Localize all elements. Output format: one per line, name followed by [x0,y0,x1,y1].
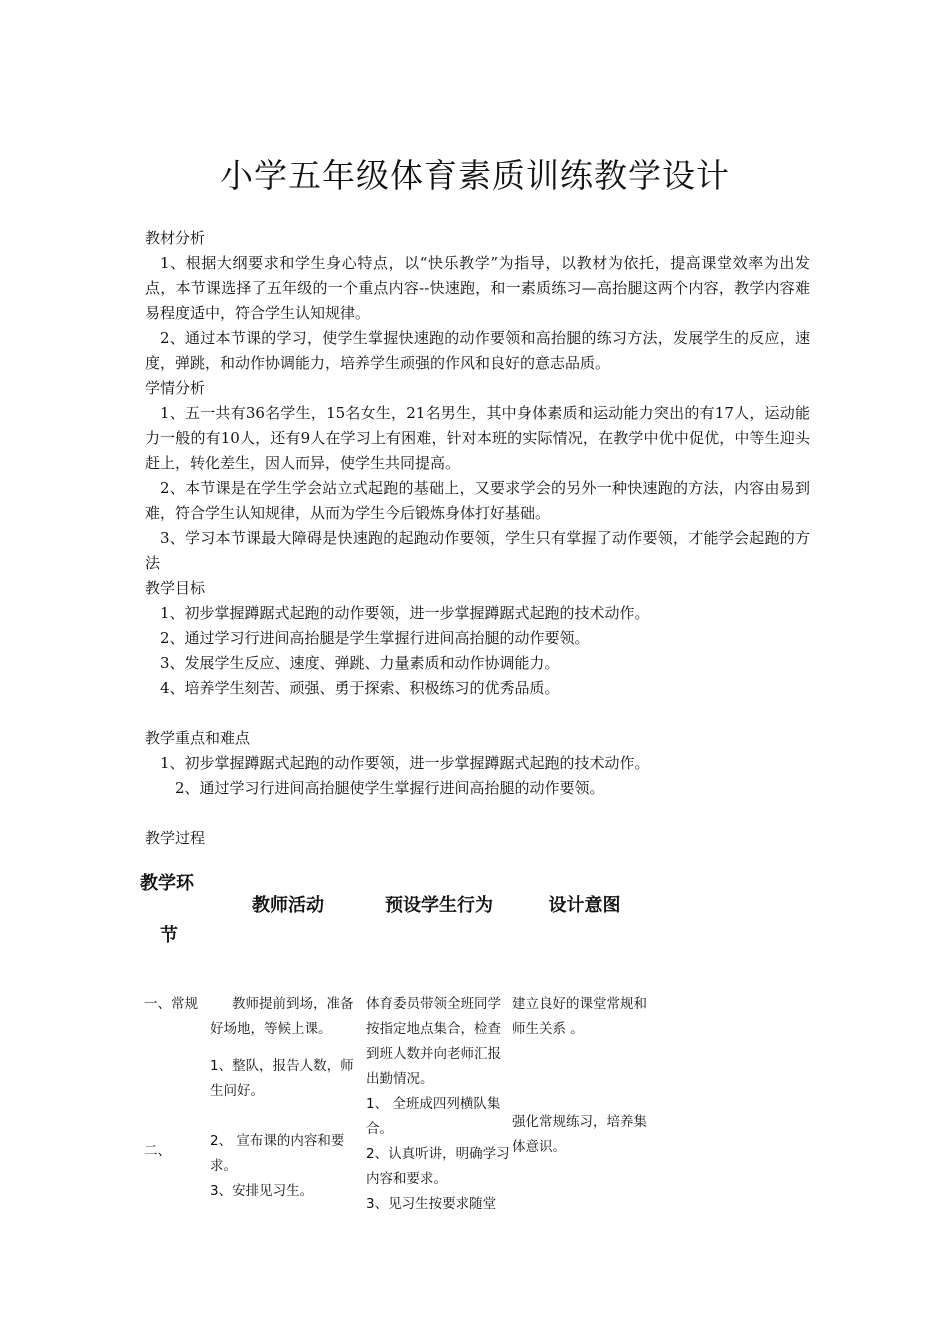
students-item-3: 3、学习本节课最大障碍是快速跑的起跑动作要领，学生只有掌握了动作要领，才能学会起跑的方法 [145,529,810,572]
header-intent: 设计意图 [548,895,621,916]
goals-item-2: 2、通过学习行进间高抬腿是学生掌握行进间高抬腿的动作要领。 [160,629,590,647]
material-item-1: 1、根据大纲要求和学生身心特点，以“快乐教学”为指导，以教材为依托，提高课堂效率为出发点，本节课选择了五年级的一个重点内容--快速跑，和一素质练习—高抬腿这两个内容，教学内容难易程度适中，符合学生认知规律。 [145,254,810,322]
cell-intent [512,992,657,1217]
header-section [140,858,210,962]
header-section-line2: 节 [160,925,178,946]
section-heading-students: 学情分析 [145,379,206,397]
goals-item-1: 1、初步掌握蹲踞式起跑的动作要领，进一步掌握蹲踞式起跑的技术动作。 [160,604,650,622]
teacher-item-1: 教师提前到场，准备好场地，等候上课。 [210,996,354,1037]
section-label-1: 一、常规 [144,996,198,1012]
cell-teacher [210,992,366,1217]
material-item-2: 2、通过本节课的学习，使学生掌握快速跑的动作要领和高抬腿的练习方法，发展学生的反应，速度，弹跳，和动作协调能力，培养学生顽强的作风和良好的意志品质。 [145,329,810,372]
intent-item-1: 建立良好的课堂常规和师生关系 。 [512,996,647,1037]
document-title: 小学五年级体育素质训练教学设计 [220,156,730,196]
student-item-3: 2、认真听讲，明确学习内容和要求。 [366,1146,510,1187]
header-teacher: 教师活动 [252,895,324,916]
keypoints-item-2: 2、通过学习行进间高抬腿使学生掌握行进间高抬腿的动作要领。 [175,779,605,797]
teacher-item-3: 2、 宣布课的内容和要求。 [210,1133,345,1174]
section-heading-process: 教学过程 [145,829,206,847]
goals-item-4: 4、培养学生刻苦、顽强、勇于探索、积极练习的优秀品质。 [160,679,560,697]
header-student: 预设学生行为 [385,895,493,916]
students-item-1: 1、五一共有36名学生，15名女生，21名男生，其中身体素质和运动能力突出的有17人，运动能力一般的有10人，还有9人在学习上有困难，针对本班的实际情况，在教学中优中促优，中等生迎头赶上，转化差生，因人而异，使学生共同提高。 [145,404,810,472]
student-item-1: 体育委员带领全班同学按指定地点集合，检查到班人数并向老师汇报出勤情况。 [366,996,501,1087]
section-label-2: 二、 [144,1143,171,1159]
document-body [145,226,810,851]
section-heading-goals: 教学目标 [145,579,206,597]
student-item-4: 3、见习生按要求随堂 [366,1196,497,1212]
student-item-2: 1、 全班成四列横队集合。 [366,1096,501,1137]
section-heading-keypoints: 教学重点和难点 [145,729,251,747]
cell-section-1 [140,992,210,1217]
table-header-row [140,858,657,962]
keypoints-item-1: 1、初步掌握蹲踞式起跑的动作要领，进一步掌握蹲踞式起跑的技术动作。 [160,754,650,772]
teaching-process-table [140,858,657,1217]
cell-student [366,992,512,1217]
students-item-2: 2、本节课是在学生学会站立式起跑的基础上，又要求学会的另外一种快速跑的方法，内容由易到难，符合学生认知规律，从而为学生今后锻炼身体打好基础。 [145,479,810,522]
teacher-item-2: 1、整队，报告人数，师生问好。 [210,1058,354,1099]
header-section-line1: 教学环 [140,873,194,894]
table-row [140,992,657,1217]
spacer [145,801,810,826]
spacer [145,701,810,726]
goals-item-3: 3、发展学生反应、速度、弹跳、力量素质和动作协调能力。 [160,654,560,672]
teacher-item-4: 3、安排见习生。 [210,1183,314,1199]
intent-item-2: 强化常规练习，培养集体意识。 [512,1114,647,1155]
section-heading-material: 教材分析 [145,229,206,247]
